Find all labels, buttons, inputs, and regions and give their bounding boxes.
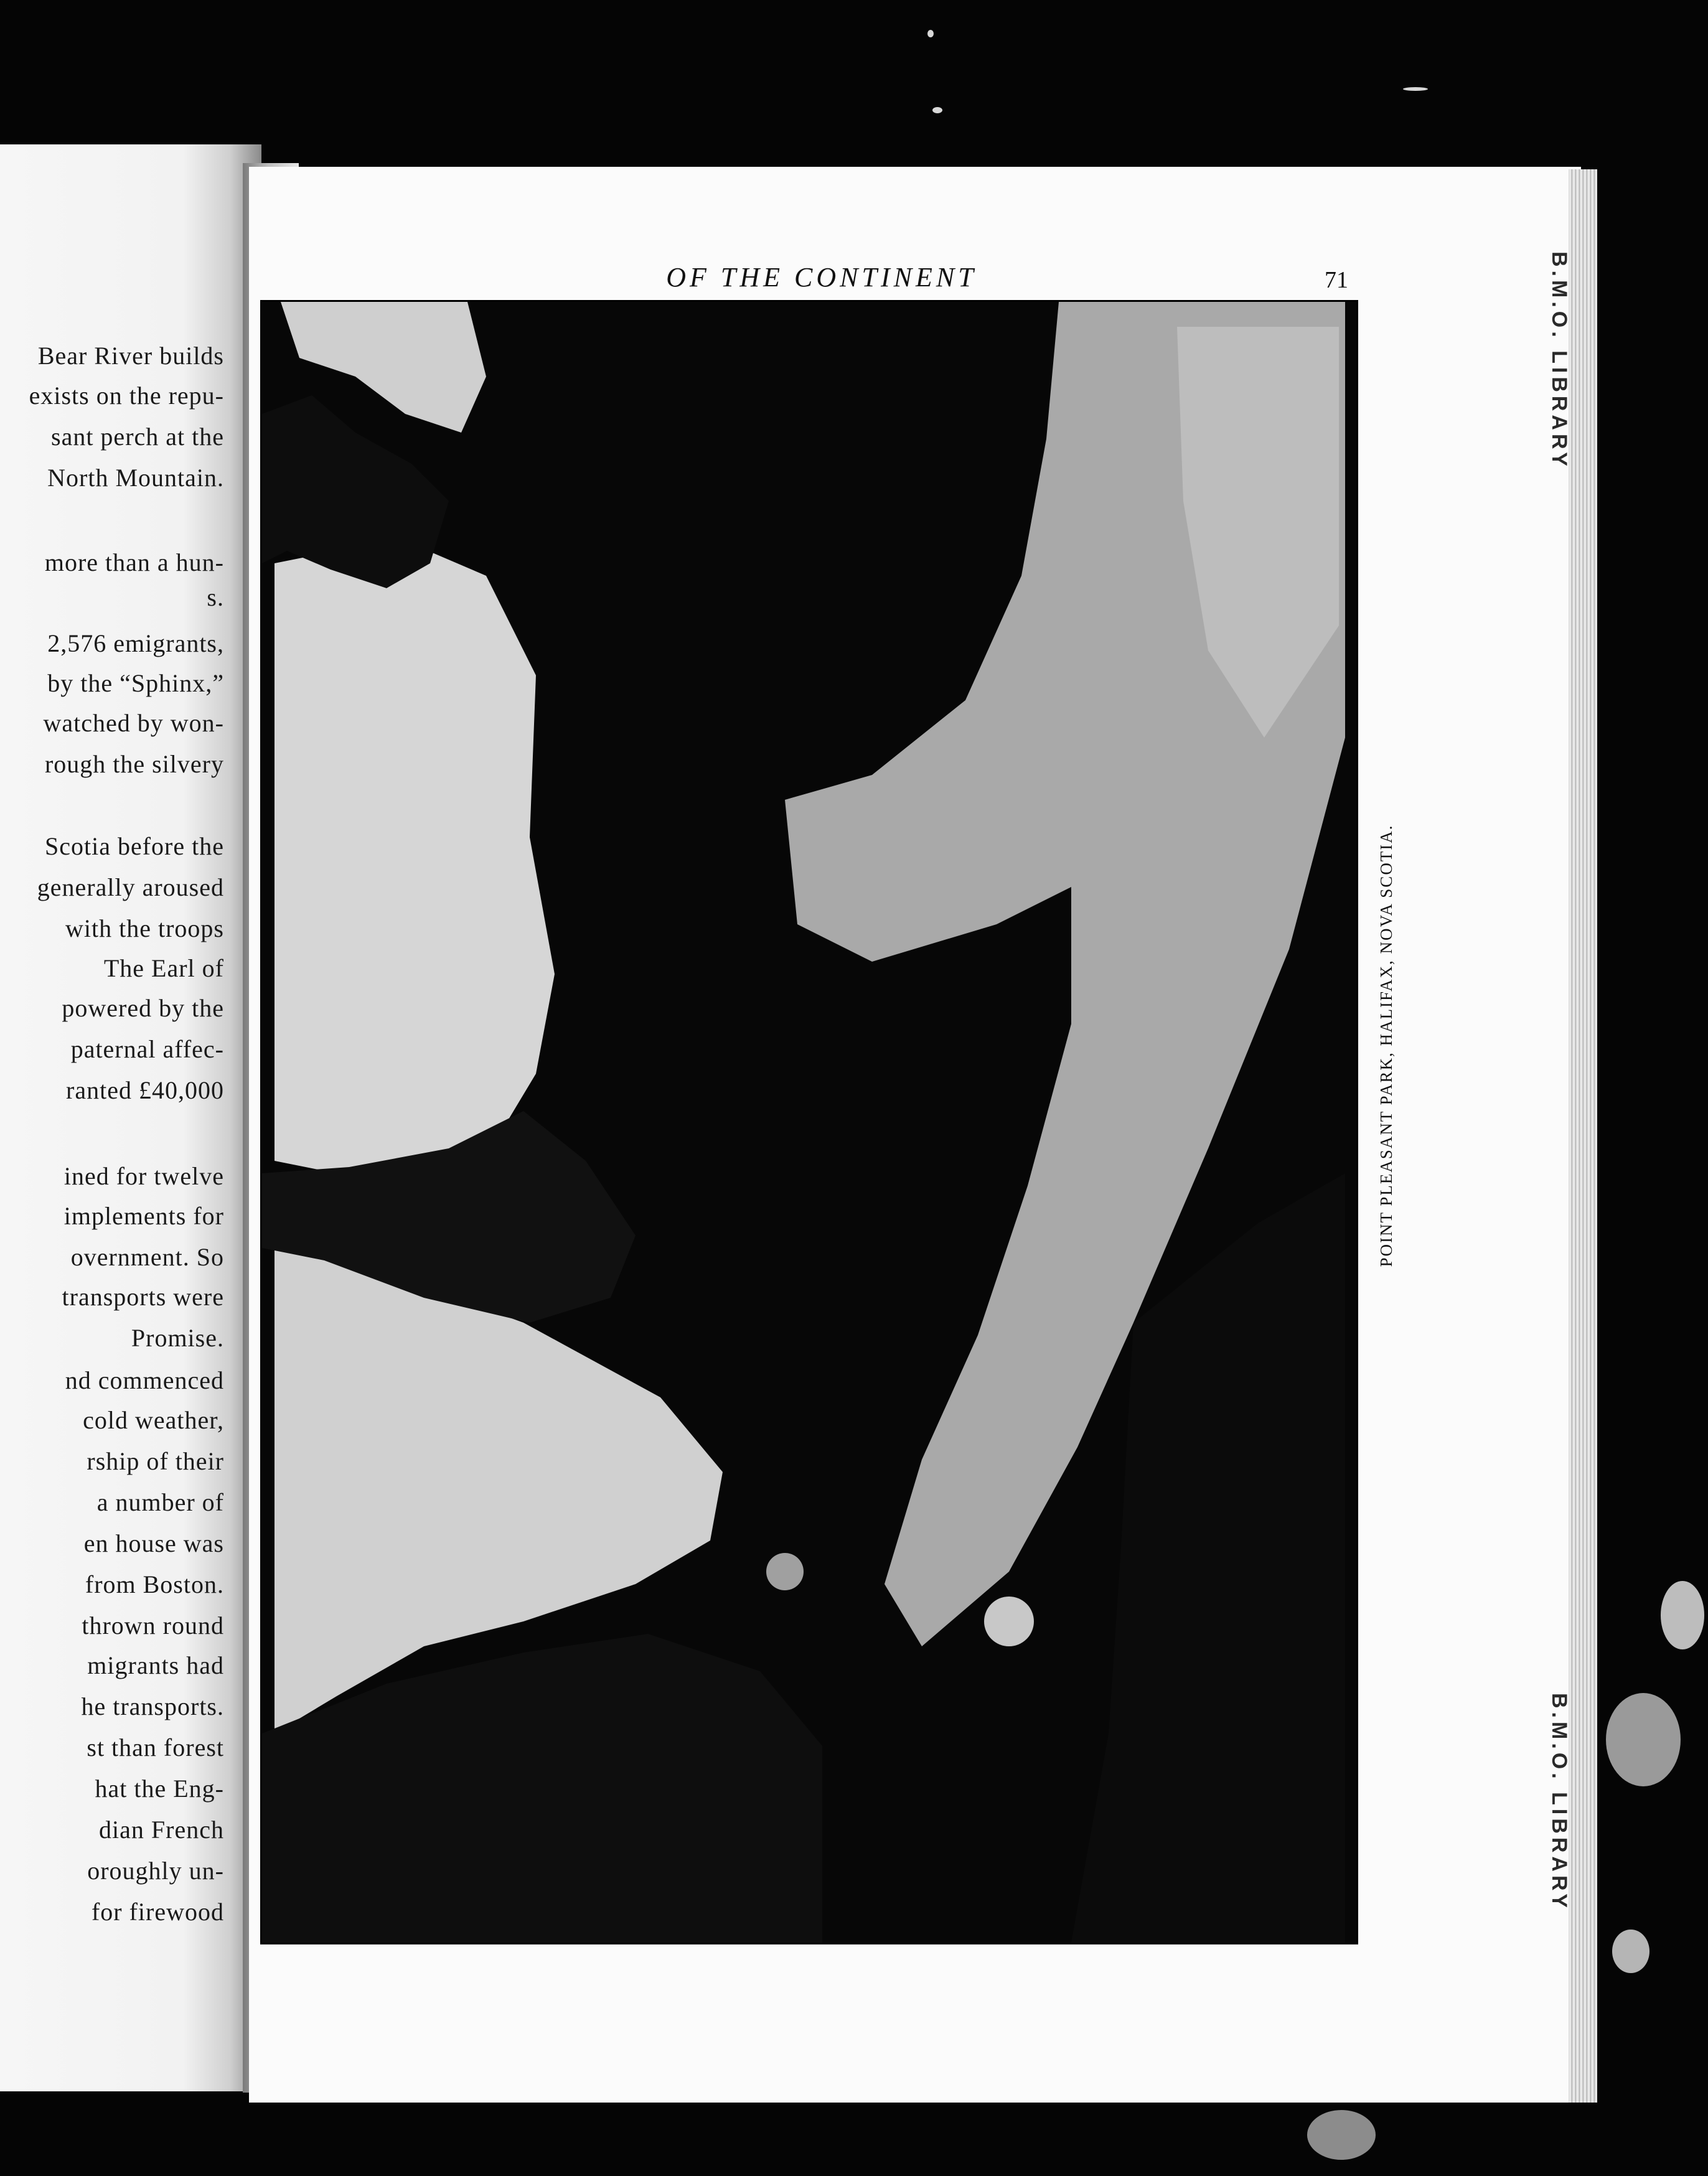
- text-line: thrown round: [82, 1611, 224, 1639]
- photograph-plate: [260, 300, 1358, 1944]
- dust-speck: [927, 30, 934, 37]
- text-line: ined for twelve: [63, 1162, 224, 1190]
- text-line: overnment. So: [70, 1243, 224, 1271]
- text-line: en house was: [83, 1529, 224, 1557]
- text-line: hat the Eng-: [95, 1775, 224, 1803]
- text-line: st than forest: [87, 1733, 224, 1761]
- text-line: Scotia before the: [45, 832, 224, 860]
- page-edges: [1569, 169, 1597, 2103]
- dust-speck: [932, 107, 942, 113]
- library-stamp: B.M.O. LIBRARY: [1547, 1693, 1571, 1911]
- text-line: migrants had: [87, 1651, 224, 1679]
- text-line: paternal affec-: [70, 1035, 224, 1063]
- text-line: by the “Sphinx,”: [47, 669, 224, 697]
- text-line: Bear River builds: [37, 342, 224, 370]
- text-line: The Earl of: [103, 954, 224, 982]
- text-line: rship of their: [87, 1447, 224, 1475]
- dust-speck: [1606, 1693, 1681, 1786]
- text-line: watched by won-: [43, 709, 224, 737]
- text-line: implements for: [63, 1202, 224, 1230]
- text-line: cold weather,: [83, 1406, 224, 1434]
- text-line: 2,576 emigrants,: [47, 629, 224, 657]
- page-number: 71: [1325, 267, 1348, 293]
- text-line: generally aroused: [37, 873, 224, 901]
- dust-speck: [1403, 87, 1428, 91]
- dust-speck: [1661, 1581, 1704, 1649]
- photo-caption: POINT PLEASANT PARK, HALIFAX, NOVA SCOTIA.: [1377, 824, 1396, 1267]
- text-line: exists on the repu-: [29, 382, 224, 410]
- text-line: rough the silvery: [44, 750, 224, 778]
- text-line: ranted £40,000: [66, 1076, 224, 1104]
- running-head: OF THE CONTINENT: [666, 262, 977, 293]
- library-stamp: B.M.O. LIBRARY: [1547, 251, 1571, 470]
- text-line: more than a hun-: [44, 548, 224, 576]
- text-line: transports were: [62, 1283, 224, 1311]
- text-line: he transports.: [81, 1692, 224, 1720]
- text-line: a number of: [96, 1488, 224, 1516]
- text-line: sant perch at the: [51, 423, 224, 451]
- dust-speck: [1612, 1930, 1649, 1973]
- text-line: oroughly un-: [87, 1857, 224, 1885]
- text-line: from Boston.: [85, 1570, 224, 1598]
- text-line: s.: [207, 583, 224, 611]
- text-line: dian French: [99, 1816, 224, 1844]
- dust-speck: [1307, 2110, 1376, 2160]
- left-page: [0, 144, 261, 2091]
- text-line: for firewood: [91, 1898, 224, 1926]
- park-photograph: [262, 302, 1356, 1943]
- text-line: North Mountain.: [47, 464, 224, 492]
- text-line: with the troops: [65, 914, 224, 942]
- text-line: powered by the: [62, 994, 224, 1022]
- text-line: nd commenced: [65, 1366, 224, 1394]
- text-line: Promise.: [131, 1324, 224, 1352]
